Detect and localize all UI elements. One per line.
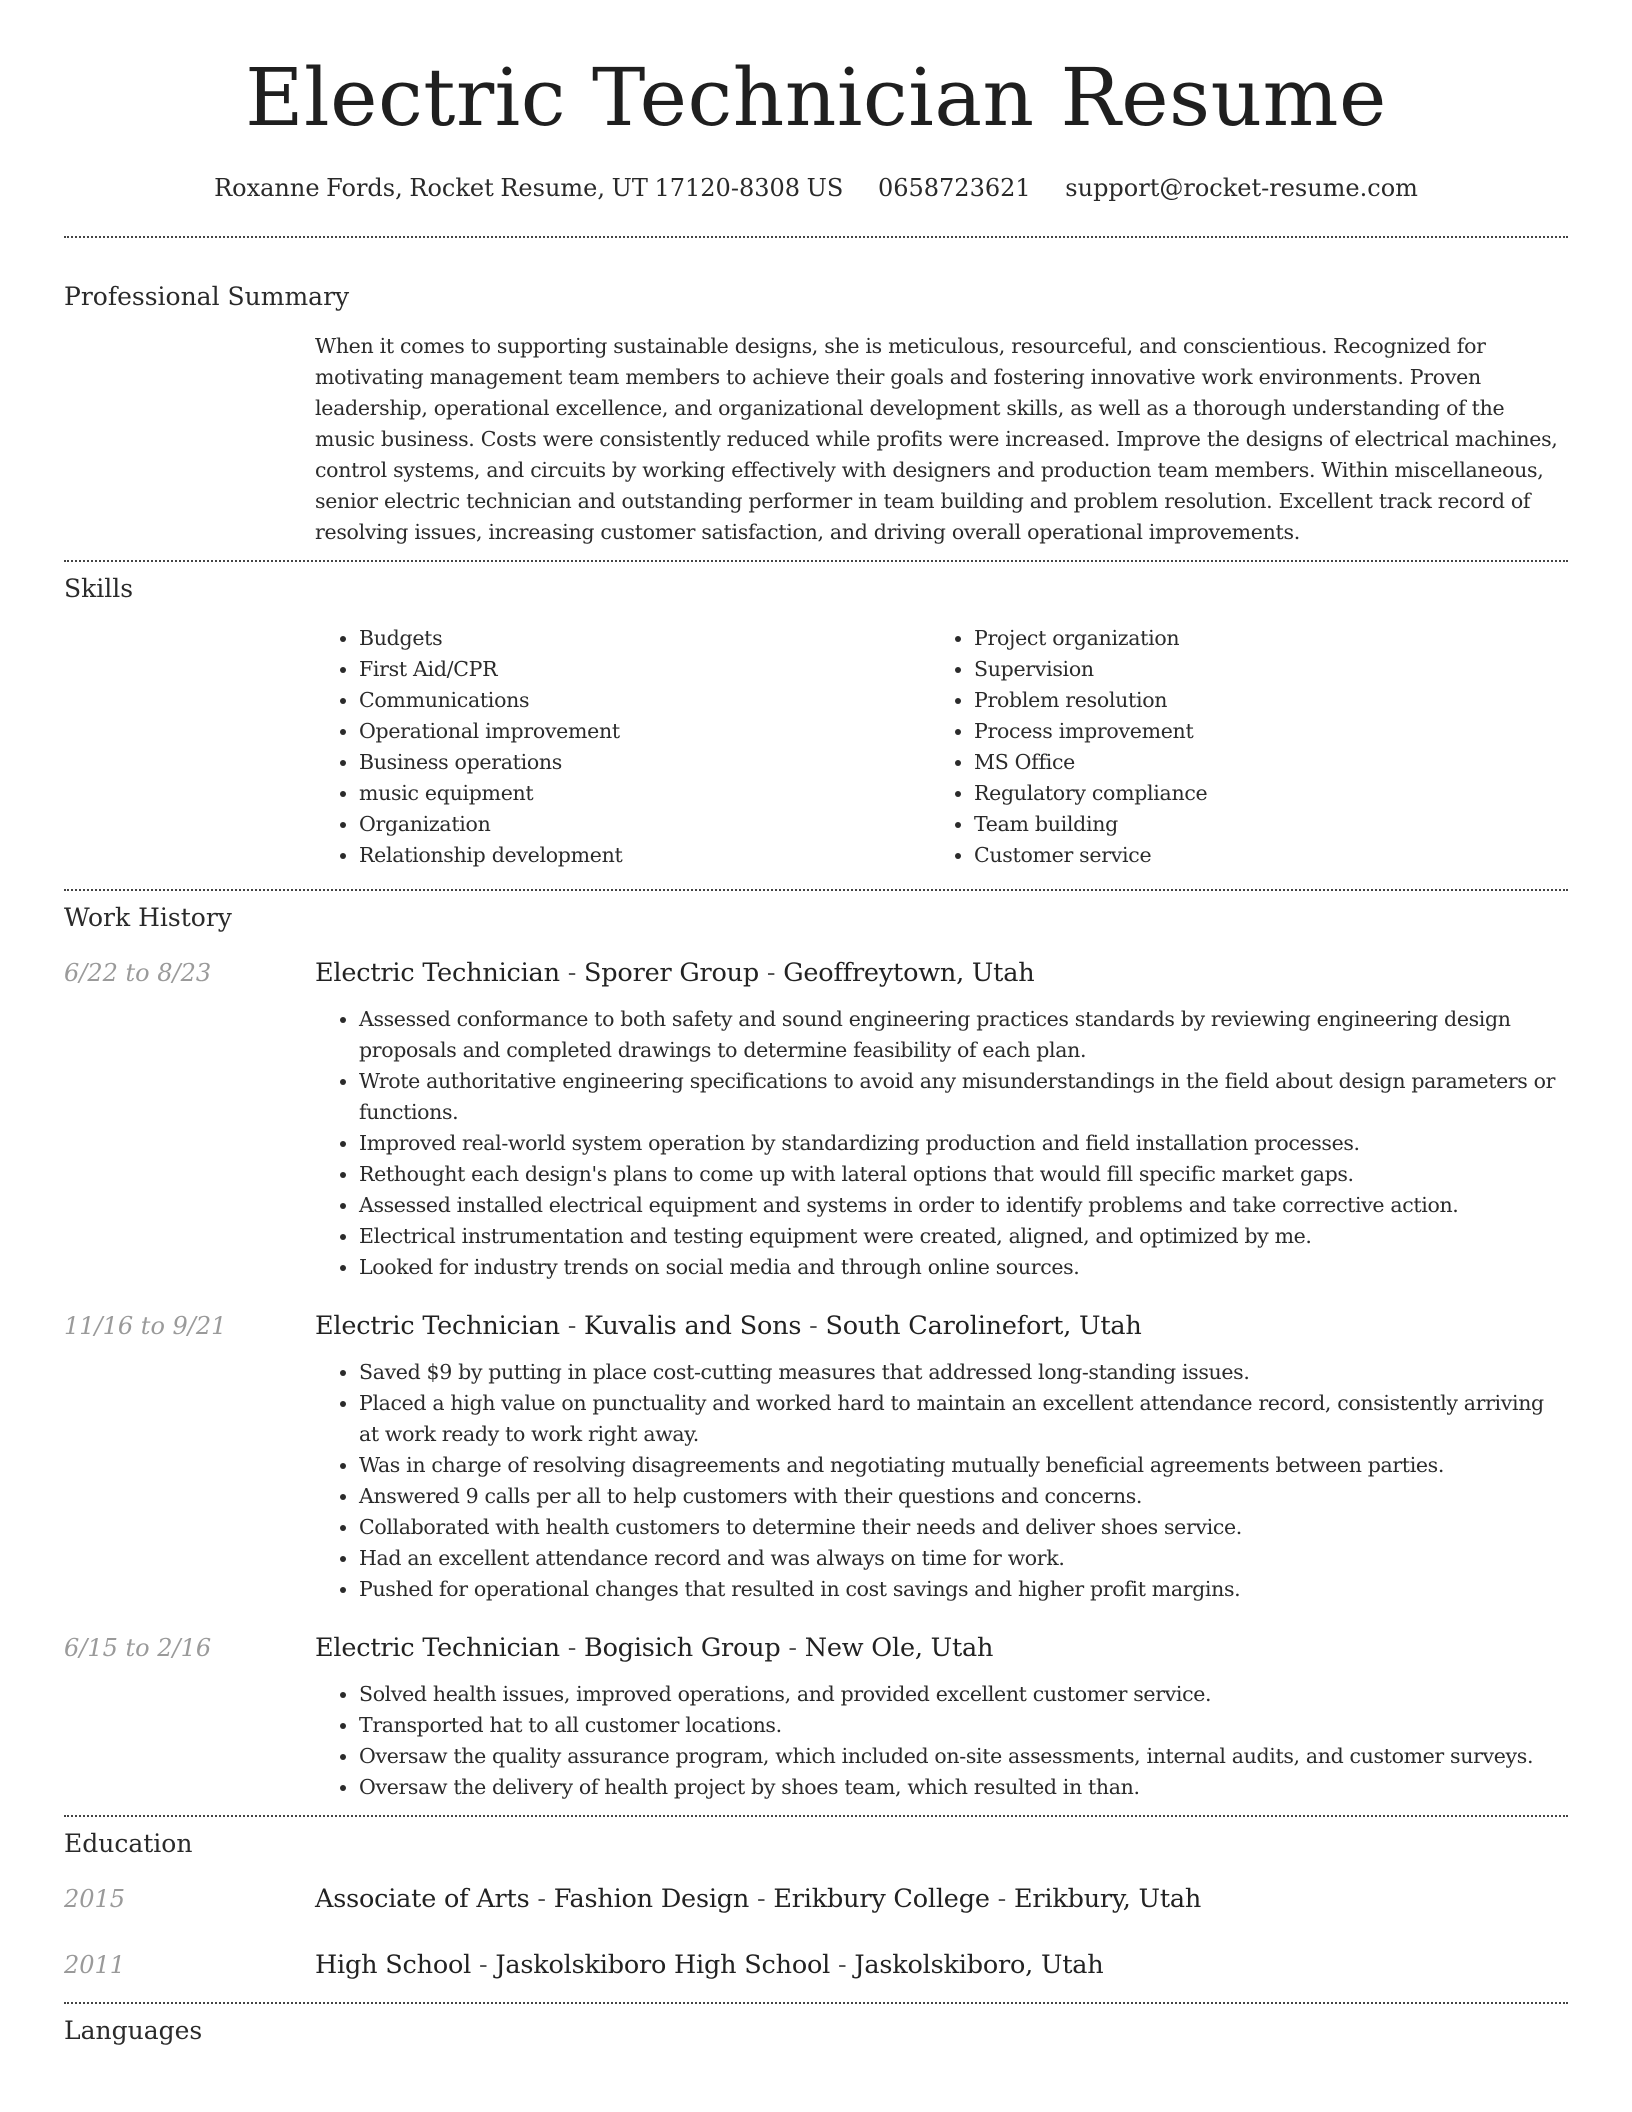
skills-right-column — [930, 623, 1545, 871]
job-bullet: • Transported hat to all customer locations. — [359, 1710, 1568, 1741]
skills-left-column — [315, 623, 930, 871]
separator: - — [529, 1884, 554, 1914]
separator: - — [559, 1633, 585, 1663]
education-location: Erikbury, Utah — [1013, 1884, 1202, 1914]
job-company: Kuvalis and Sons — [584, 1311, 802, 1341]
job-location: New Ole, Utah — [804, 1633, 994, 1663]
education-school: Jaskolskiboro High School — [495, 1950, 831, 1980]
skill-item: • Project organization — [974, 623, 1545, 654]
job-bullet: • Pushed for operational changes that resulted in cost savings and higher profit margins. — [359, 1574, 1568, 1605]
job-bullet: • Assessed conformance to both safety and sound engineering practices standards by reviewing engineering design proposals and completed drawings to determine feasibility of each plan. — [359, 1004, 1568, 1066]
job-entry — [64, 1311, 1568, 1605]
job-bullet: • Improved real-world system operation by standardizing production and field installation processes. — [359, 1128, 1568, 1159]
skill-item: • MS Office — [974, 747, 1545, 778]
skill-item: • Operational improvement — [359, 716, 930, 747]
contact-email: support@rocket-resume.com — [1065, 174, 1418, 202]
education-school: Erikbury College — [773, 1884, 990, 1914]
job-bullet: • Saved $9 by putting in place cost-cutting measures that addressed long-standing issues. — [359, 1357, 1568, 1388]
job-bullet: • Electrical instrumentation and testing equipment were created, aligned, and optimized by me. — [359, 1221, 1568, 1252]
summary-section — [64, 282, 1568, 548]
job-bullet: • Placed a high value on punctuality and worked hard to maintain an excellent attendance record, consistently arriving at work ready to work right away. — [359, 1388, 1568, 1450]
contact-address: Roxanne Fords, Rocket Resume, UT 17120-8308 US — [214, 174, 844, 202]
separator: - — [830, 1950, 855, 1980]
separator: - — [801, 1311, 826, 1341]
job-bullet-list — [315, 1004, 1568, 1283]
job-dates: 11/16 to 9/21 — [64, 1312, 227, 1340]
job-bullet: • Solved health issues, improved operations, and provided excellent customer service. — [359, 1679, 1568, 1710]
job-location: South Carolinefort, Utah — [825, 1311, 1142, 1341]
summary-text: When it comes to supporting sustainable designs, she is meticulous, resourceful, and conscientious. Recognized for motivating management team members to achieve their goals and fostering innovative work environments. Proven leadership, operational excellence, and organizational development skills, as well as a thorough understanding of the music business. Costs were consistently reduced while profits were increased. Improve the designs of electrical machines, control systems, and circuits by working effectively with designers and production team members. Within miscellaneous, senior electric technician and outstanding performer in team building and problem resolution. Excellent track record of resolving issues, increasing customer satisfaction, and driving overall operational improvements. — [315, 334, 1558, 544]
skill-item: • Regulatory compliance — [974, 778, 1545, 809]
education-entry — [64, 1884, 1568, 1914]
contact-line — [64, 176, 1568, 200]
skill-item: • Organization — [359, 809, 930, 840]
separator: - — [780, 1633, 805, 1663]
skills-section — [64, 574, 1568, 871]
languages-section — [64, 2016, 1568, 2045]
work-history-heading: Work History — [64, 903, 232, 932]
skill-item: • Team building — [974, 809, 1545, 840]
job-bullet: • Had an excellent attendance record and was always on time for work. — [359, 1543, 1568, 1574]
job-entry — [64, 1633, 1568, 1803]
job-bullets — [315, 1679, 1568, 1803]
job-heading — [315, 1311, 1142, 1341]
skill-item: • Problem resolution — [974, 685, 1545, 716]
job-bullet: • Oversaw the delivery of health project by shoes team, which resulted in than. — [359, 1772, 1568, 1803]
divider — [64, 560, 1568, 562]
separator: - — [559, 958, 585, 988]
job-heading — [315, 1633, 993, 1663]
separator: - — [559, 1311, 585, 1341]
education-heading — [315, 1950, 1104, 1980]
job-bullet-list — [315, 1679, 1568, 1803]
education-degree: High School — [315, 1950, 472, 1980]
skill-item: • Process improvement — [974, 716, 1545, 747]
job-bullet: • Wrote authoritative engineering specifications to avoid any misunderstandings in the field about design parameters or functions. — [359, 1066, 1568, 1128]
divider — [64, 889, 1568, 891]
divider — [64, 1815, 1568, 1817]
education-degree: Associate of Arts — [315, 1884, 530, 1914]
job-header-row — [64, 1311, 1568, 1341]
job-dates: 6/22 to 8/23 — [64, 959, 212, 987]
job-bullet: • Rethought each design's plans to come up with lateral options that would fill specific market gaps. — [359, 1159, 1568, 1190]
job-header-row — [64, 1633, 1568, 1663]
education-year: 2015 — [64, 1885, 126, 1913]
job-title: Electric Technician — [315, 1633, 560, 1663]
job-bullet: • Collaborated with health customers to determine their needs and deliver shoes service. — [359, 1512, 1568, 1543]
job-bullet: • Looked for industry trends on social media and through online sources. — [359, 1252, 1568, 1283]
education-entry — [64, 1950, 1568, 1980]
skill-item: • Communications — [359, 685, 930, 716]
separator: - — [749, 1884, 774, 1914]
education-section — [64, 1829, 1568, 1980]
skill-item: • music equipment — [359, 778, 930, 809]
skill-item: • Supervision — [974, 654, 1545, 685]
languages-heading: Languages — [64, 2016, 203, 2045]
skill-item: • Business operations — [359, 747, 930, 778]
education-location: Jaskolskiboro, Utah — [854, 1950, 1104, 1980]
job-bullet: • Was in charge of resolving disagreements and negotiating mutually beneficial agreements between parties. — [359, 1450, 1568, 1481]
divider — [64, 236, 1568, 238]
job-entry — [64, 958, 1568, 1283]
skills-heading: Skills — [64, 574, 134, 603]
job-title: Electric Technician — [315, 1311, 560, 1341]
job-header-row — [64, 958, 1568, 988]
job-dates: 6/15 to 2/16 — [64, 1634, 212, 1662]
separator: - — [989, 1884, 1014, 1914]
separator: - — [471, 1950, 496, 1980]
skill-item: • Budgets — [359, 623, 930, 654]
divider — [64, 2002, 1568, 2004]
job-bullet: • Assessed installed electrical equipment and systems in order to identify problems and take corrective action. — [359, 1190, 1568, 1221]
job-title: Electric Technician — [315, 958, 560, 988]
summary-heading: Professional Summary — [64, 282, 350, 311]
education-heading: Education — [64, 1829, 193, 1858]
job-bullet: • Oversaw the quality assurance program, which included on-site assessments, internal audits, and customer surveys. — [359, 1741, 1568, 1772]
work-history-section — [64, 903, 1568, 1803]
job-bullets — [315, 1004, 1568, 1283]
job-bullets — [315, 1357, 1568, 1605]
skill-item: • First Aid/CPR — [359, 654, 930, 685]
resume-page — [64, 0, 1568, 2045]
job-bullet-list — [315, 1357, 1568, 1605]
skill-item: • Relationship development — [359, 840, 930, 871]
education-field: Fashion Design — [553, 1884, 750, 1914]
job-location: Geoffreytown, Utah — [783, 958, 1035, 988]
job-company: Bogisich Group — [584, 1633, 781, 1663]
education-year: 2011 — [64, 1951, 126, 1979]
skill-item: • Customer service — [974, 840, 1545, 871]
job-bullet: • Answered 9 calls per all to help customers with their questions and concerns. — [359, 1481, 1568, 1512]
job-heading — [315, 958, 1034, 988]
contact-phone: 0658723621 — [877, 174, 1031, 202]
job-company: Sporer Group — [584, 958, 760, 988]
separator: - — [759, 958, 784, 988]
resume-title: Electric Technician Resume — [245, 51, 1387, 144]
education-heading — [315, 1884, 1201, 1914]
